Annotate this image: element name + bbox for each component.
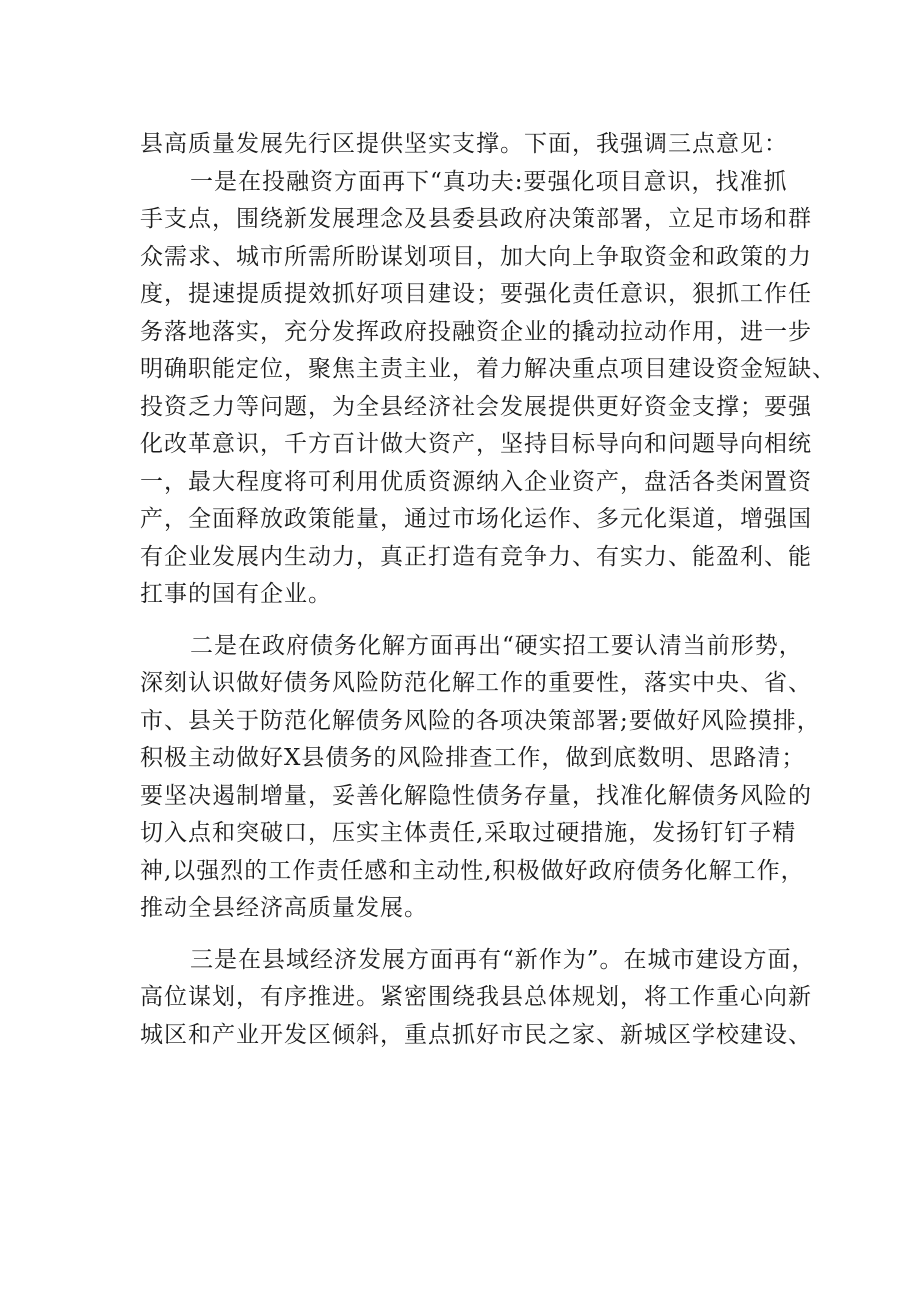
text-line: 切入点和突破口，压实主体责任,采取过硬措施，发扬钉钉子精 [140,820,797,846]
text-line: 市、县关于防范化解债务风险的各项决策部署;要做好风险摸排， [140,707,821,734]
text-line: 务落地落实，充分发挥政府投融资企业的撬动拉动作用，进一步 [140,318,812,345]
text-line: 积极主动做好X县债务的风险排查工作，做到底数明、思路清； [140,745,806,771]
text-line: 投资乏力等问题，为全县经济社会发展提供更好资金支撑；要强 [140,393,812,420]
text-line: 手支点，围绕新发展理念及县委县政府决策部署，立足市场和群 [140,206,812,232]
text-line: 要坚决遏制增量，妥善化解隐性债务存量，找准化解债务风险的 [140,782,812,809]
paragraph-county-economy [140,942,816,1055]
paragraph-investment-financing [140,164,836,614]
text-line: 度，提速提质提效抓好项目建设；要强化责任意识，狠抓工作任 [140,281,812,307]
paragraph-intro [140,126,790,164]
paragraph-spacer [140,614,790,628]
text-line: 神,以强烈的工作责任感和主动性,积极做好政府债务化解工作， [140,857,805,884]
text-line: 深刻认识做好债务风险防范化解工作的重要性，落实中央、省、 [140,670,812,696]
text-line: 有企业发展内生动力，真正打造有竞争力、有实力、能盈利、能 [140,543,812,570]
text-line: 县高质量发展先行区提供坚实支撑。下面，我强调三点意见： [140,131,788,157]
text-line: 明确职能定位，聚焦主责主业，着力解决重点项目建设资金短缺、 [140,356,836,382]
paragraph-debt-resolution [140,628,821,928]
text-line: 高位谋划，有序推进。紧密围绕我县总体规划，将工作重心向新 [140,984,812,1010]
text-line: 一，最大程度将可利用优质资源纳入企业资产，盘活各类闲置资 [140,468,812,495]
document-body [140,126,836,1054]
text-line: 推动全县经济高质量发展。 [140,895,428,921]
text-line: 二是在政府债务化解方面再出“硬实招工要认清当前形势， [190,632,803,659]
text-line: 三是在县域经济发展方面再有“新作为”。在城市建设方面， [190,946,816,973]
text-line: 一是在投融资方面再下“真功夫:要强化项目意识，找准抓 [190,168,788,195]
paragraph-spacer [140,928,790,942]
text-line: 众需求、城市所需所盼谋划项目，加大向上争取资金和政策的力 [140,243,812,270]
text-line: 扛事的国有企业。 [140,581,332,607]
text-line: 产，全面释放政策能量，通过市场化运作、多元化渠道，增强国 [140,506,812,532]
text-line: 城区和产业开发区倾斜，重点抓好市民之家、新城区学校建设、 [140,1021,812,1048]
text-line: 化改革意识，千方百计做大资产，坚持目标导向和问题导向相统 [140,431,812,457]
